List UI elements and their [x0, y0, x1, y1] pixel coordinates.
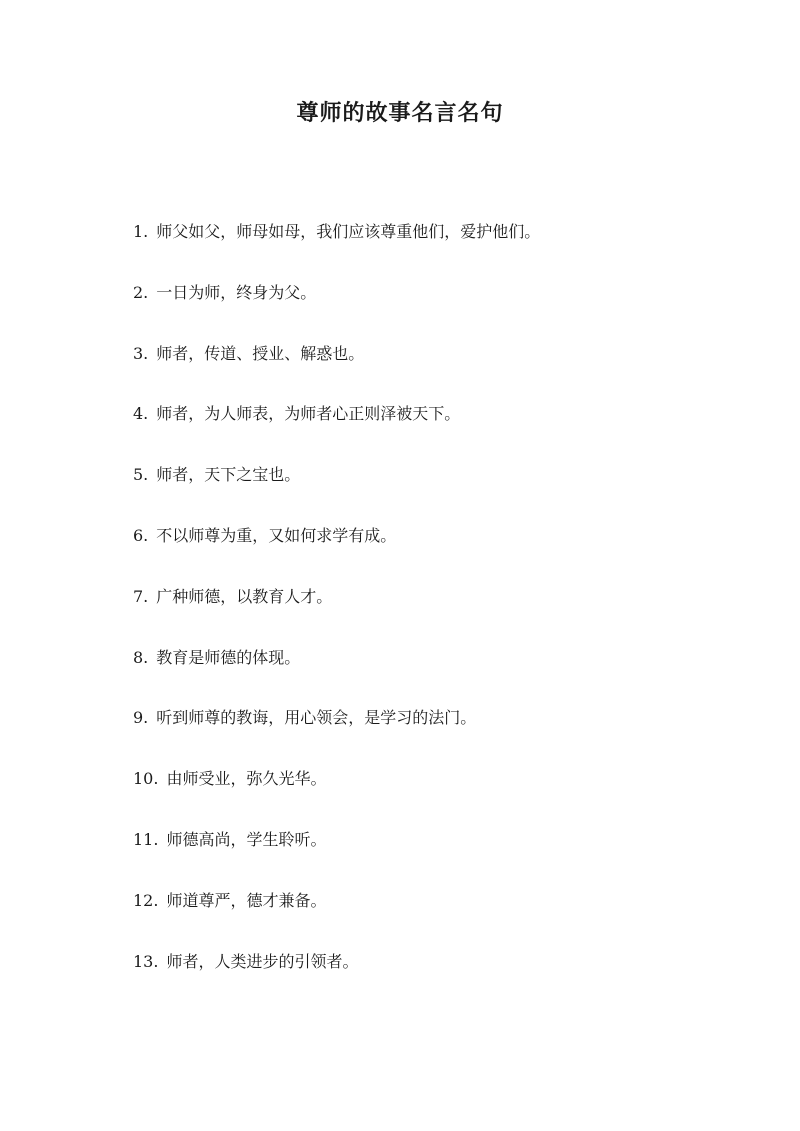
quote-item [133, 278, 540, 308]
quote-text: 师道尊严，德才兼备。 [166, 890, 327, 910]
quote-item [133, 339, 540, 369]
quote-item [133, 947, 540, 977]
quote-item [133, 521, 540, 551]
quote-number: 3. [133, 343, 149, 363]
quote-text: 师者，传道、授业、解惑也。 [156, 343, 365, 363]
quote-item [133, 825, 540, 855]
quote-number: 6. [133, 525, 149, 545]
quote-number: 8. [133, 647, 149, 667]
quote-item [133, 703, 540, 733]
quote-number: 4. [133, 404, 149, 424]
quote-list [133, 217, 540, 1007]
quote-number: 10. [133, 769, 159, 789]
quote-text: 师者，为人师表，为师者心正则泽被天下。 [156, 404, 461, 424]
quote-number: 2. [133, 282, 149, 302]
quote-text: 师德高尚，学生聆听。 [166, 829, 327, 849]
quote-item [133, 399, 540, 429]
document-title: 尊师的故事名言名句 [296, 100, 504, 126]
quote-text: 由师受业，弥久光华。 [166, 769, 327, 789]
quote-number: 7. [133, 586, 149, 606]
quote-text: 教育是师德的体现。 [156, 647, 301, 667]
quote-item [133, 460, 540, 490]
quote-item [133, 217, 540, 247]
quote-text: 听到师尊的教诲，用心领会，是学习的法门。 [156, 708, 477, 728]
quote-text: 一日为师，终身为父。 [156, 282, 317, 302]
quote-number: 9. [133, 708, 149, 728]
quote-text: 师父如父，师母如母，我们应该尊重他们，爱护他们。 [156, 222, 541, 241]
quote-item [133, 764, 540, 794]
quote-item [133, 886, 540, 916]
quote-text: 师者，人类进步的引领者。 [166, 951, 359, 971]
quote-text: 广种师德，以教育人才。 [156, 586, 333, 606]
quote-text: 不以师尊为重，又如何求学有成。 [156, 525, 397, 545]
quote-item [133, 643, 540, 673]
quote-number: 5. [133, 465, 149, 485]
quote-number: 11. [133, 829, 159, 849]
quote-number: 1. [133, 222, 149, 241]
quote-item [133, 582, 540, 612]
quote-number: 13. [133, 951, 159, 971]
quote-text: 师者，天下之宝也。 [156, 465, 301, 485]
quote-number: 12. [133, 890, 159, 910]
